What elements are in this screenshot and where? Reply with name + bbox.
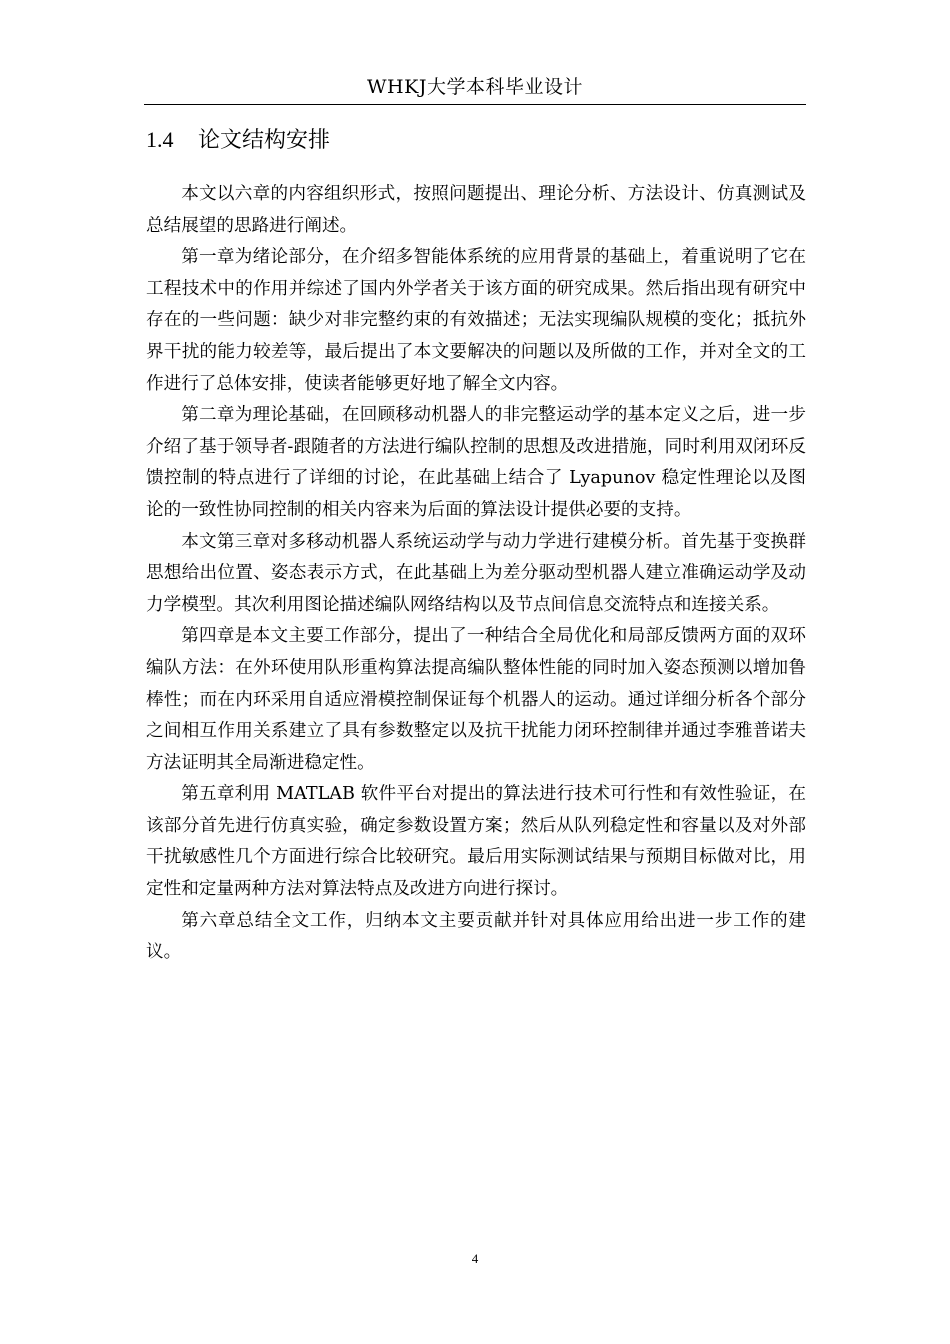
paragraph-chapter-2: 第二章为理论基础，在回顾移动机器人的非完整运动学的基本定义之后，进一步介绍了基于领导者-跟随者的方法进行编队控制的思想及改进措施，同时利用双闭环反馈控制的特点进行了详细的讨论，在此基础上结合了 Lyapunov 稳定性理论以及图论的一致性协同控制的相关内容来为后面的算法设计提供必要的支持。 (146, 405, 806, 520)
body-text (146, 179, 806, 969)
paragraph-chapter-1: 第一章为绪论部分，在介绍多智能体系统的应用背景的基础上，着重说明了它在工程技术中的作用并综述了国内外学者关于该方面的研究成果。然后指出现有研究中存在的一些问题：缺少对非完整约束的有效描述；无法实现编队规模的变化；抵抗外界干扰的能力较差等，最后提出了本文要解决的问题以及所做的工作，并对全文的工作进行了总体安排，使读者能够更好地了解全文内容。 (146, 247, 806, 394)
section-title: 论文结构安排 (198, 128, 331, 153)
paragraph-chapter-3: 本文第三章对多移动机器人系统运动学与动力学进行建模分析。首先基于变换群思想给出位置、姿态表示方式，在此基础上为差分驱动型机器人建立准确运动学及动力学模型。其次利用图论描述编队网络结构以及节点间信息交流特点和连接关系。 (146, 531, 806, 615)
page-number: 4 (471, 1251, 479, 1266)
header-divider (144, 104, 806, 105)
section-heading (146, 124, 806, 157)
paragraph-chapter-6: 第六章总结全文工作，归纳本文主要贡献并针对具体应用给出进一步工作的建议。 (146, 910, 806, 963)
section-number: 1.4 (146, 127, 174, 152)
paragraph-chapter-5: 第五章利用 MATLAB 软件平台对提出的算法进行技术可行性和有效性验证，在该部分首先进行仿真实验，确定参数设置方案；然后从队列稳定性和容量以及对外部干扰敏感性几个方面进行综合比较研究。最后用实际测试结果与预期目标做对比，用定性和定量两种方法对算法特点及改进方向进行探讨。 (146, 784, 806, 900)
running-header: WHKJ大学本科毕业设计 (367, 76, 583, 98)
paragraph-chapter-4: 第四章是本文主要工作部分，提出了一种结合全局优化和局部反馈两方面的双环编队方法：在外环使用队形重构算法提高编队整体性能的同时加入姿态预测以增加鲁棒性；而在内环采用自适应滑模控制保证每个机器人的运动。通过详细分析各个部分之间相互作用关系建立了具有参数整定以及抗干扰能力闭环控制律并通过李雅普诺夫方法证明其全局渐进稳定性。 (146, 626, 806, 773)
paragraph-intro: 本文以六章的内容组织形式，按照问题提出、理论分析、方法设计、仿真测试及总结展望的思路进行阐述。 (146, 184, 806, 236)
